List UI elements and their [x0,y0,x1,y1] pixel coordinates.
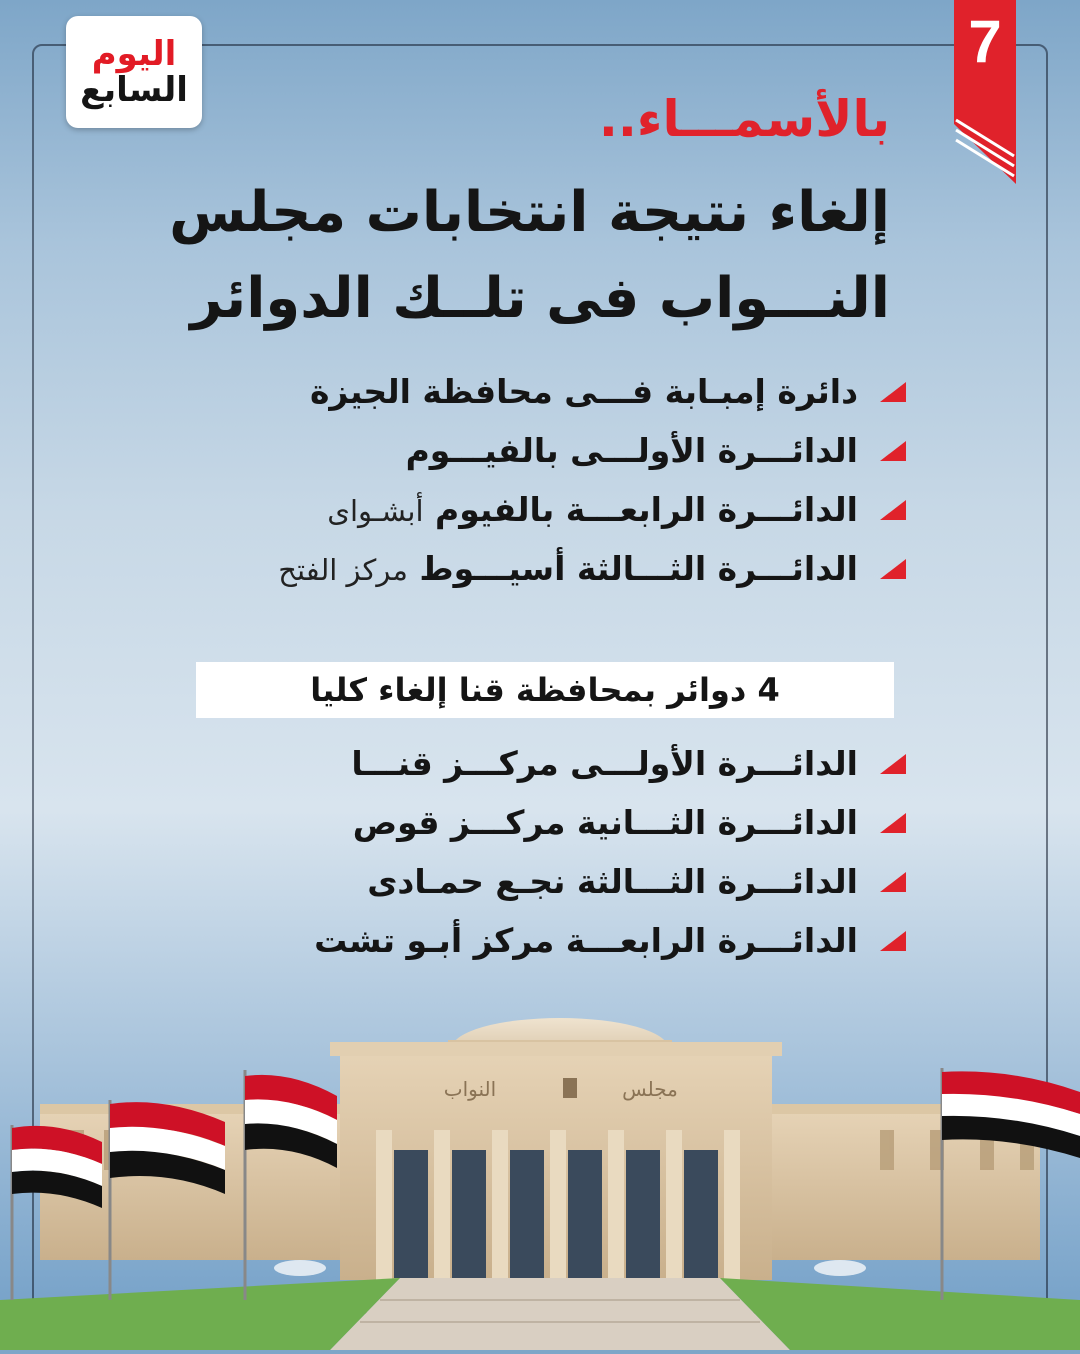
bullet-triangle-icon [878,557,908,581]
list-item [314,852,908,911]
page-title [169,170,890,342]
item-extra: أبشـواى [327,494,424,528]
item-main: الدائـــرة الرابعـــة بالفيوم [435,490,858,529]
list-item-text: الدائـــرة الأولـــى بالفيـــوم [405,431,858,470]
district-list-1 [278,362,908,598]
bullet-triangle-icon [878,380,908,404]
list-item [278,421,908,480]
section-band: 4 دوائر بمحافظة قنا إلغاء كليا [196,662,894,718]
list-item [314,734,908,793]
list-item [278,539,908,598]
list-item [278,480,908,539]
building-sign-right: مجلس [622,1077,678,1101]
list-item [278,362,908,421]
bullet-triangle-icon [878,929,908,953]
title-line-1: إلغاء نتيجة انتخابات مجلس [169,180,890,245]
list-item-text: الدائـــرة الثـــالثة نجـع حمـادى [367,862,858,901]
building-sign-left: النواب [443,1077,497,1101]
page-number: 7 [968,8,1002,75]
brand-logo[interactable] [66,16,202,128]
logo-line-2: السابع [80,70,188,110]
bullet-triangle-icon [878,752,908,776]
list-item-text: دائرة إمبـابة فـــى محافظة الجيزة [309,372,858,411]
logo-line-1: اليوم [91,34,177,74]
bullet-triangle-icon [878,811,908,835]
list-item-text: الدائـــرة الرابعـــة مركز أبـو تشت [314,921,858,960]
heading-prefix: بالأسمـــاء.. [598,90,890,148]
title-line-2: النـــواب فى تلــك الدوائر [190,266,890,331]
bullet-triangle-icon [878,870,908,894]
bullet-triangle-icon [878,439,908,463]
item-extra: مركز الفتح [278,553,408,587]
item-main: الدائـــرة الثـــالثة أسيـــوط [419,549,858,588]
page-ribbon [954,0,1016,184]
list-item-text [327,490,858,529]
list-item-text: الدائـــرة الأولـــى مركـــز قنـــا [351,744,858,783]
building-illustration [0,1000,1080,1350]
district-list-2 [314,734,908,970]
list-item-text [278,549,858,588]
list-item [314,793,908,852]
list-item [314,911,908,970]
parliament-building-photo [0,1000,1080,1350]
bullet-triangle-icon [878,498,908,522]
list-item-text: الدائـــرة الثـــانية مركـــز قوص [352,803,858,842]
